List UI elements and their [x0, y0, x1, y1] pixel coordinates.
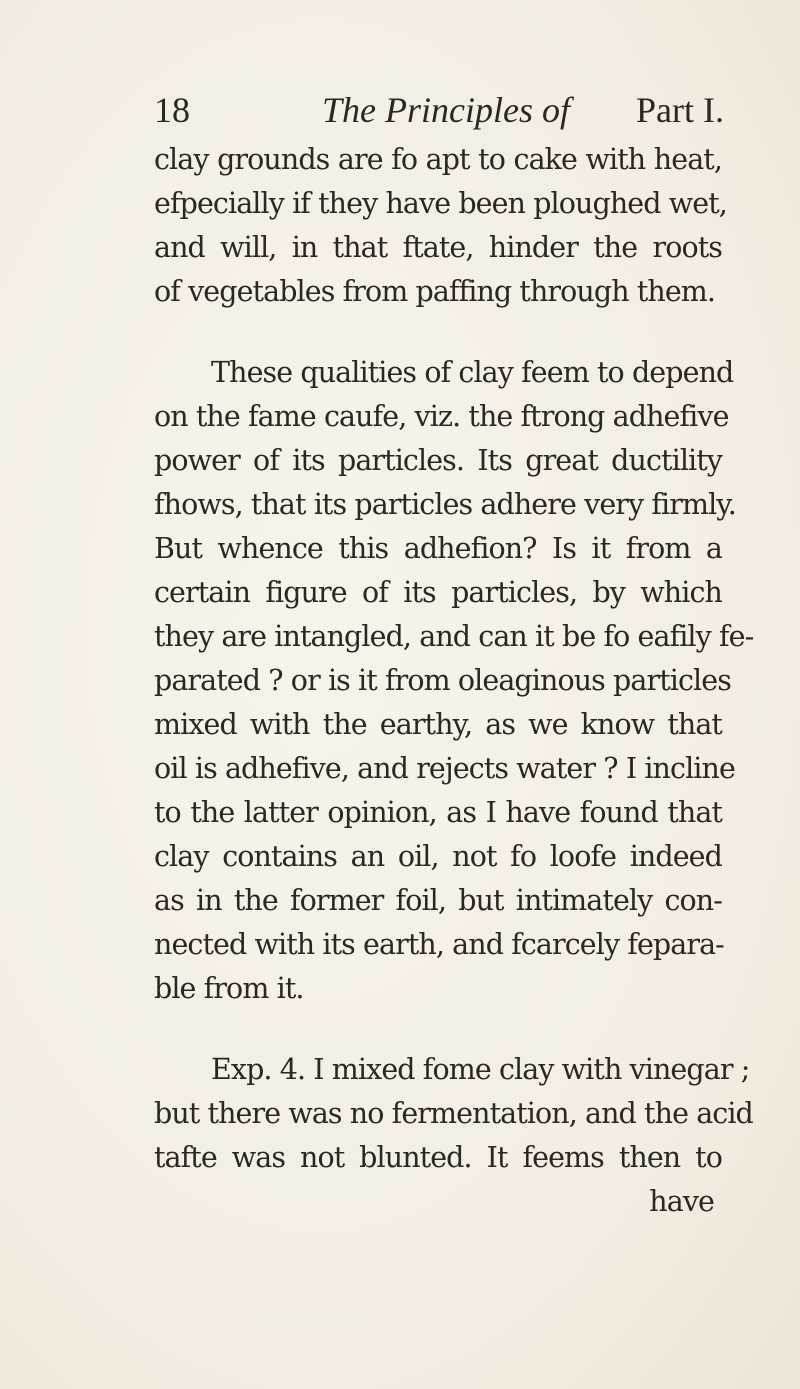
text-line: but there was no fermentation, and the acid	[154, 1097, 753, 1130]
body-text	[154, 138, 754, 1224]
text-line: and will, in that ftate, hinder the roots	[154, 231, 722, 264]
text-line: parated ? or is it from oleaginous particles	[154, 664, 731, 697]
text-line: clay contains an oil, not fo loofe indeed	[154, 840, 722, 873]
text-line: nected with its earth, and fcarcely fepara-	[154, 928, 724, 961]
text-line: mixed with the earthy, as we know that	[154, 708, 722, 741]
text-line: clay grounds are fo apt to cake with heat,	[154, 143, 722, 176]
text-line: tafte was not blunted. It feems then to	[154, 1141, 722, 1174]
text-line: But whence this adhefion? Is it from a	[154, 532, 722, 565]
text-line: certain figure of its particles, by which	[154, 576, 722, 609]
text-line: as in the former foil, but intimately con-	[154, 884, 722, 917]
text-line: on the fame caufe, viz. the ftrong adhefive	[154, 400, 729, 433]
paragraph-gap	[154, 314, 722, 351]
text-line: they are intangled, and can it be fo eafily fe-	[154, 620, 754, 653]
catchword: have	[649, 1185, 714, 1218]
paragraph-gap	[154, 1011, 722, 1048]
page-number: 18	[154, 90, 190, 130]
text-line: fhows, that its particles adhere very firmly.	[154, 488, 736, 521]
text-line: to the latter opinion, as I have found that	[154, 796, 722, 829]
text-line: ble from it.	[154, 972, 304, 1005]
running-header	[154, 88, 724, 132]
part-label: Part I.	[636, 90, 724, 130]
text-line: efpecially if they have been ploughed wet,	[154, 187, 727, 220]
text-line: These qualities of clay feem to depend	[211, 356, 734, 389]
text-line: Exp. 4. I mixed fome clay with vinegar ;	[211, 1053, 750, 1086]
text-line: oil is adhefive, and rejects water ? I incline	[154, 752, 735, 785]
text-line: of vegetables from paffing through them.	[154, 275, 716, 308]
running-title: The Principles of	[322, 90, 570, 130]
text-line: power of its particles. Its great ductility	[154, 444, 722, 477]
